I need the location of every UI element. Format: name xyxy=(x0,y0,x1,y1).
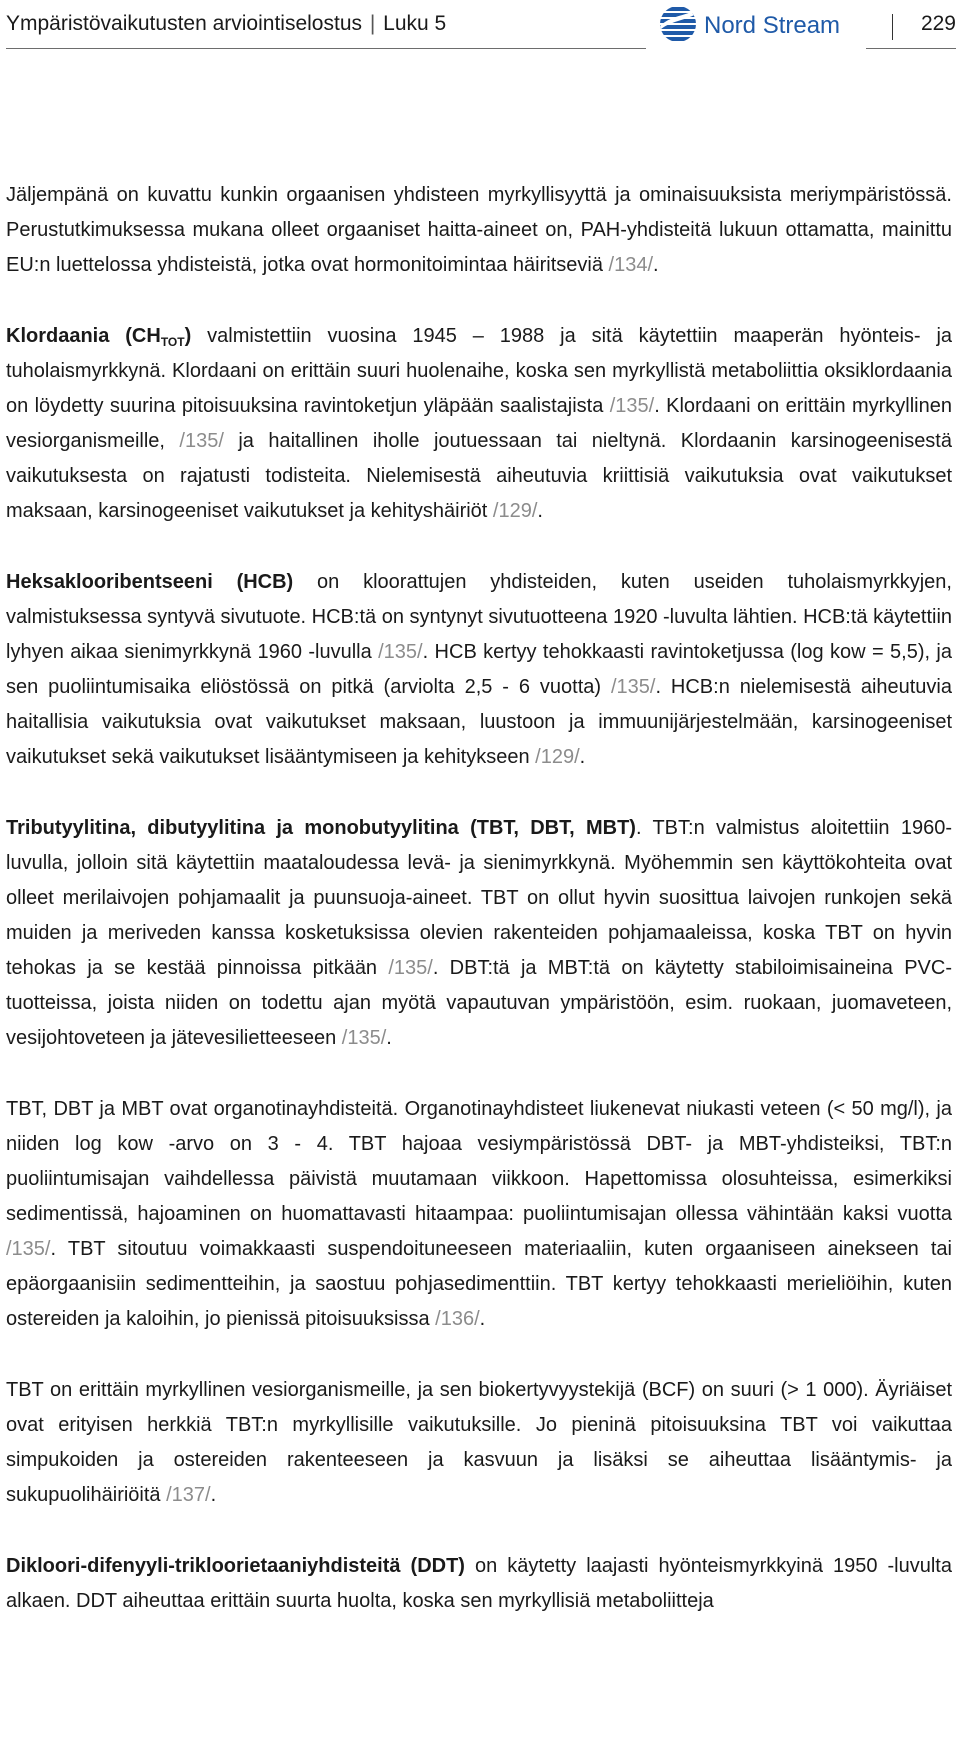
logo-wordmark: Nord Stream xyxy=(704,12,841,39)
reference: /135/ xyxy=(179,430,224,452)
globe-icon xyxy=(658,4,848,46)
paragraph-intro xyxy=(6,178,952,283)
reference: /129/ xyxy=(492,500,538,522)
paragraph-ddt xyxy=(6,1549,952,1619)
page-header xyxy=(6,0,956,54)
heading-subscript: TOT xyxy=(160,335,185,349)
document-title: Ympäristövaikutusten arviointiselostus xyxy=(6,12,362,35)
reference: /135/ xyxy=(6,1238,51,1260)
paragraph-organotin xyxy=(6,1092,952,1337)
reference: /135/ xyxy=(378,641,423,663)
chapter-label: Luku 5 xyxy=(383,12,447,35)
paragraph-text: on kloorattujen yhdisteiden, kuten useiden tuholaismyrkkyjen, valmistuksessa syntyvä sivutuote. HCB:tä on syntynyt sivutuotteena 1920 -luvulta lähtien. HCB:tä käytettiin lyhyen aikaa sienimyrkkynä 1960 -luvulla xyxy=(6,571,953,663)
paragraph-text: valmistettiin vuosina 1945 – 1988 ja sitä käytettiin maaperän hyönteis- ja tuholaismyrkkynä. Klordaani on erittäin suuri huolenaihe, koska sen myrkyllistä metaboliittia oksiklordaania on löydetty suurina pitoisuuksina ravintoketjun yläpään saalistajista xyxy=(6,325,953,417)
heading-text-end: ) xyxy=(184,325,192,347)
paragraph-text: on käytetty laajasti hyönteismyrkkyinä 1950 -luvulta alkaen. DDT aiheuttaa erittäin suurta huolta, koska sen myrkyllisiä metaboliitteja xyxy=(6,1555,952,1612)
reference: /135/ xyxy=(609,395,655,417)
paragraph-tbt-toxicity xyxy=(6,1373,952,1513)
paragraph-heading: Tributyylitina, dibutyylitina ja monobutyylitina (TBT, DBT, MBT) xyxy=(6,817,636,839)
reference: /135/ xyxy=(341,1027,387,1049)
paragraph-chlordane xyxy=(6,319,952,529)
running-title xyxy=(6,12,446,36)
page-number: 229 xyxy=(920,12,956,35)
paragraph-end: . xyxy=(579,746,586,768)
paragraph-end: . xyxy=(537,500,543,522)
paragraph-text: Jäljempänä on kuvattu kunkin orgaanisen yhdisteen myrkyllisyyttä ja ominaisuuksista meriympäristössä. Perustutkimuksessa mukana olleet orgaaniset haitta-aineet on, PAH-yhdisteitä lukuun ottamatta, mainittu EU:n luettelossa yhdisteistä, jotka ovat hormonitoimintaa häiritseviä xyxy=(6,184,952,276)
paragraph-end: . xyxy=(653,254,659,276)
paragraph-text: TBT, DBT ja MBT ovat organotinayhdisteitä. Organotinayhdisteet liukenevat niukasti veteen (< 50 mg/l), ja niiden log kow -arvo on 3 - 4. TBT hajoaa vesiympäristössä DBT- ja MBT-yhdisteiksi, TBT:n puoliintumisajan vaihdellessa päivistä muutamaan viikkoon. Hapettomissa olosuhteissa, esimerkiksi sedimentissä, hajoaminen on huomattavasti hitaampaa: puoliintumisajan ollessa vähintään kaksi vuotta xyxy=(6,1098,952,1225)
paragraph-end: . xyxy=(210,1484,217,1506)
paragraph-heading: Heksaklooribentseeni (HCB) xyxy=(6,571,294,593)
reference: /134/ xyxy=(608,254,654,276)
reference: /136/ xyxy=(435,1308,480,1330)
paragraph-end: . xyxy=(386,1027,392,1049)
paragraph-end: . xyxy=(479,1308,486,1330)
header-divider xyxy=(892,14,893,40)
paragraph-text: . Klordaani on erittäin myrkyllinen vesiorganismeille, xyxy=(6,395,952,452)
reference: /129/ xyxy=(535,746,580,768)
paragraph-text: . HCB kertyy tehokkaasti ravintoketjussa (log kow = 5,5), ja sen puoliintumisaika eliöstössä on pitkä (arviolta 2,5 - 6 vuotta) xyxy=(6,641,952,698)
paragraph-heading: Dikloori-difenyyli-trikloorietaaniyhdisteitä (DDT) xyxy=(6,1555,465,1577)
title-separator: | xyxy=(369,12,376,35)
heading-text: Klordaania (CH xyxy=(6,325,161,347)
paragraph-tbt xyxy=(6,811,952,1056)
nord-stream-logo xyxy=(658,4,848,46)
paragraph-heading xyxy=(6,325,191,347)
header-rule-right xyxy=(866,48,956,49)
body-text xyxy=(6,178,952,1655)
paragraph-text: . HCB:n nielemisestä aiheutuvia haitallisia vaikutuksia ovat vaikutukset maksaan, luustoon ja immuunijärjestelmään, karsinogeeniset vaikutukset sekä vaikutukset lisääntymiseen ja kehitykseen xyxy=(6,676,952,768)
paragraph-text: . DBT:tä ja MBT:tä on käytetty stabiloimisaineina PVC-tuotteissa, joista niiden on todettu ajan myötä vapautuvan ympäristöön, esim. ruokaan, juomaveteen, vesijohtoveteen ja jätevesilietteeseen xyxy=(6,957,952,1049)
paragraph-text: . TBT:n valmistus aloitettiin 1960-luvulla, jolloin sitä käytettiin maataloudessa levä- ja sienimyrkkynä. Myöhemmin sen käyttökohteita ovat olleet merilaivojen pohjamaalit ja puunsuoja-aineet. TBT on ollut hyvin suosittua laivojen runkojen sekä muiden ja meriveden kanssa kosketuksissa olevien rakenteiden pohjamaaleissa, koska TBT on hyvin tehokas ja se kestää pinnoissa pitkään xyxy=(6,817,952,979)
paragraph-hcb xyxy=(6,565,952,775)
reference: /137/ xyxy=(166,1484,211,1506)
header-rule xyxy=(6,48,646,49)
paragraph-text: . TBT sitoutuu voimakkaasti suspendoituneeseen materiaaliin, kuten orgaaniseen ainekseen tai epäorgaanisiin sedimentteihin, ja saostuu pohjasedimenttiin. TBT kertyy tehokkaasti merieliöihin, kuten ostereiden ja kaloihin, jo pienissä pitoisuuksissa xyxy=(6,1238,952,1330)
paragraph-text: TBT on erittäin myrkyllinen vesiorganismeille, ja sen biokertyvyystekijä (BCF) on suuri (> 1 000). Äyriäiset ovat erityisen herkkiä TBT:n myrkyllisille vaikutuksille. Jo pieninä pitoisuuksina TBT voi vaikuttaa simpukoiden ja ostereiden rakenteeseen ja kasvuun ja lisäksi se aiheuttaa lisääntymis- ja sukupuolihäiriöitä xyxy=(6,1379,952,1506)
paragraph-text: ja haitallinen iholle joutuessaan tai nieltynä. Klordaanin karsinogeenisestä vaikutuksesta on rajatusti todisteita. Nielemisestä aiheutuvia kriittisiä vaikutuksia ovat vaikutukset maksaan, karsinogeeniset vaikutukset ja kehityshäiriöt xyxy=(6,430,952,522)
reference: /135/ xyxy=(388,957,433,979)
reference: /135/ xyxy=(610,676,656,698)
